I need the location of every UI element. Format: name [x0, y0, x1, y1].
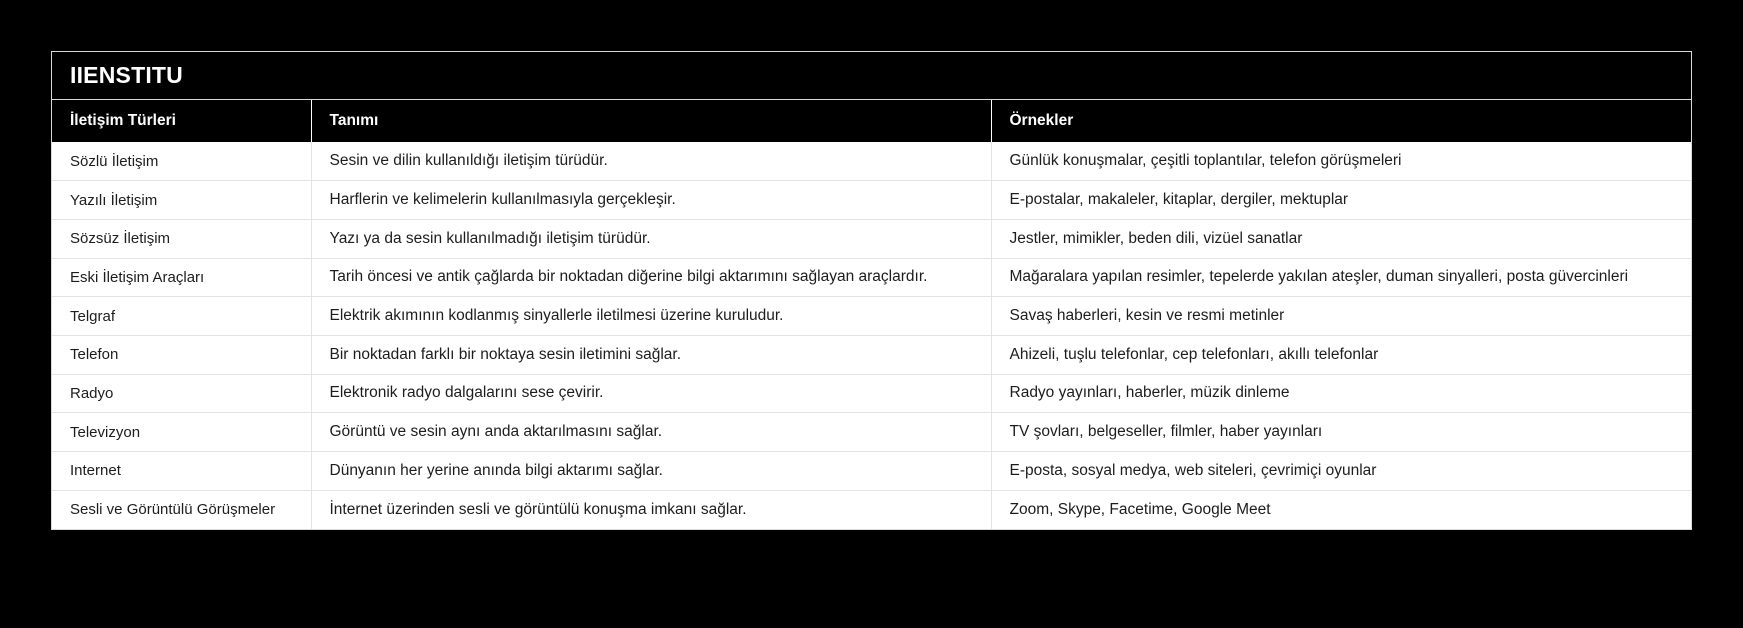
cell-examples: Günlük konuşmalar, çeşitli toplantılar, telefon görüşmeleri — [991, 142, 1691, 181]
cell-type: Radyo — [52, 374, 311, 413]
cell-examples: Savaş haberleri, kesin ve resmi metinler — [991, 297, 1691, 336]
cell-definition: Harflerin ve kelimelerin kullanılmasıyla gerçekleşir. — [311, 181, 991, 220]
cell-examples: Radyo yayınları, haberler, müzik dinleme — [991, 374, 1691, 413]
cell-examples: E-postalar, makaleler, kitaplar, dergiler, mektuplar — [991, 181, 1691, 220]
cell-examples: Ahizeli, tuşlu telefonlar, cep telefonları, akıllı telefonlar — [991, 335, 1691, 374]
cell-definition: Bir noktadan farklı bir noktaya sesin iletimini sağlar. — [311, 335, 991, 374]
cell-type: Sözlü İletişim — [52, 142, 311, 181]
table-row — [52, 374, 1691, 413]
table-row — [52, 181, 1691, 220]
cell-type: Yazılı İletişim — [52, 181, 311, 220]
cell-type: Eski İletişim Araçları — [52, 258, 311, 297]
table-row — [52, 297, 1691, 336]
table-row — [52, 258, 1691, 297]
cell-examples: Mağaralara yapılan resimler, tepelerde yakılan ateşler, duman sinyalleri, posta güvercinleri — [991, 258, 1691, 297]
cell-type: Internet — [52, 452, 311, 491]
cell-definition: Dünyanın her yerine anında bilgi aktarımı sağlar. — [311, 452, 991, 491]
brand-bar — [52, 52, 1691, 100]
cell-examples: E-posta, sosyal medya, web siteleri, çevrimiçi oyunlar — [991, 452, 1691, 491]
table-header-row — [52, 100, 1691, 142]
table-header — [52, 100, 1691, 142]
cell-definition: Görüntü ve sesin aynı anda aktarılmasını sağlar. — [311, 413, 991, 452]
cell-type: Sözsüz İletişim — [52, 219, 311, 258]
communication-types-table-card — [51, 51, 1692, 530]
cell-type: Sesli ve Görüntülü Görüşmeler — [52, 490, 311, 529]
table-row — [52, 335, 1691, 374]
cell-definition: Elektronik radyo dalgalarını sese çevirir. — [311, 374, 991, 413]
cell-definition: Tarih öncesi ve antik çağlarda bir noktadan diğerine bilgi aktarımını sağlayan araçlardır. — [311, 258, 991, 297]
communication-types-table — [52, 100, 1691, 529]
cell-examples: Zoom, Skype, Facetime, Google Meet — [991, 490, 1691, 529]
brand-title: IIENSTITU — [70, 62, 183, 88]
cell-definition: İnternet üzerinden sesli ve görüntülü konuşma imkanı sağlar. — [311, 490, 991, 529]
cell-definition: Sesin ve dilin kullanıldığı iletişim türüdür. — [311, 142, 991, 181]
table-row — [52, 413, 1691, 452]
table-body — [52, 142, 1691, 529]
column-header-type: İletişim Türleri — [52, 100, 311, 142]
column-header-definition: Tanımı — [311, 100, 991, 142]
cell-type: Telgraf — [52, 297, 311, 336]
table-row — [52, 452, 1691, 491]
table-row — [52, 490, 1691, 529]
cell-type: Televizyon — [52, 413, 311, 452]
table-row — [52, 142, 1691, 181]
cell-examples: Jestler, mimikler, beden dili, vizüel sanatlar — [991, 219, 1691, 258]
column-header-examples: Örnekler — [991, 100, 1691, 142]
cell-examples: TV şovları, belgeseller, filmler, haber yayınları — [991, 413, 1691, 452]
cell-type: Telefon — [52, 335, 311, 374]
table-row — [52, 219, 1691, 258]
cell-definition: Elektrik akımının kodlanmış sinyallerle iletilmesi üzerine kuruludur. — [311, 297, 991, 336]
cell-definition: Yazı ya da sesin kullanılmadığı iletişim türüdür. — [311, 219, 991, 258]
